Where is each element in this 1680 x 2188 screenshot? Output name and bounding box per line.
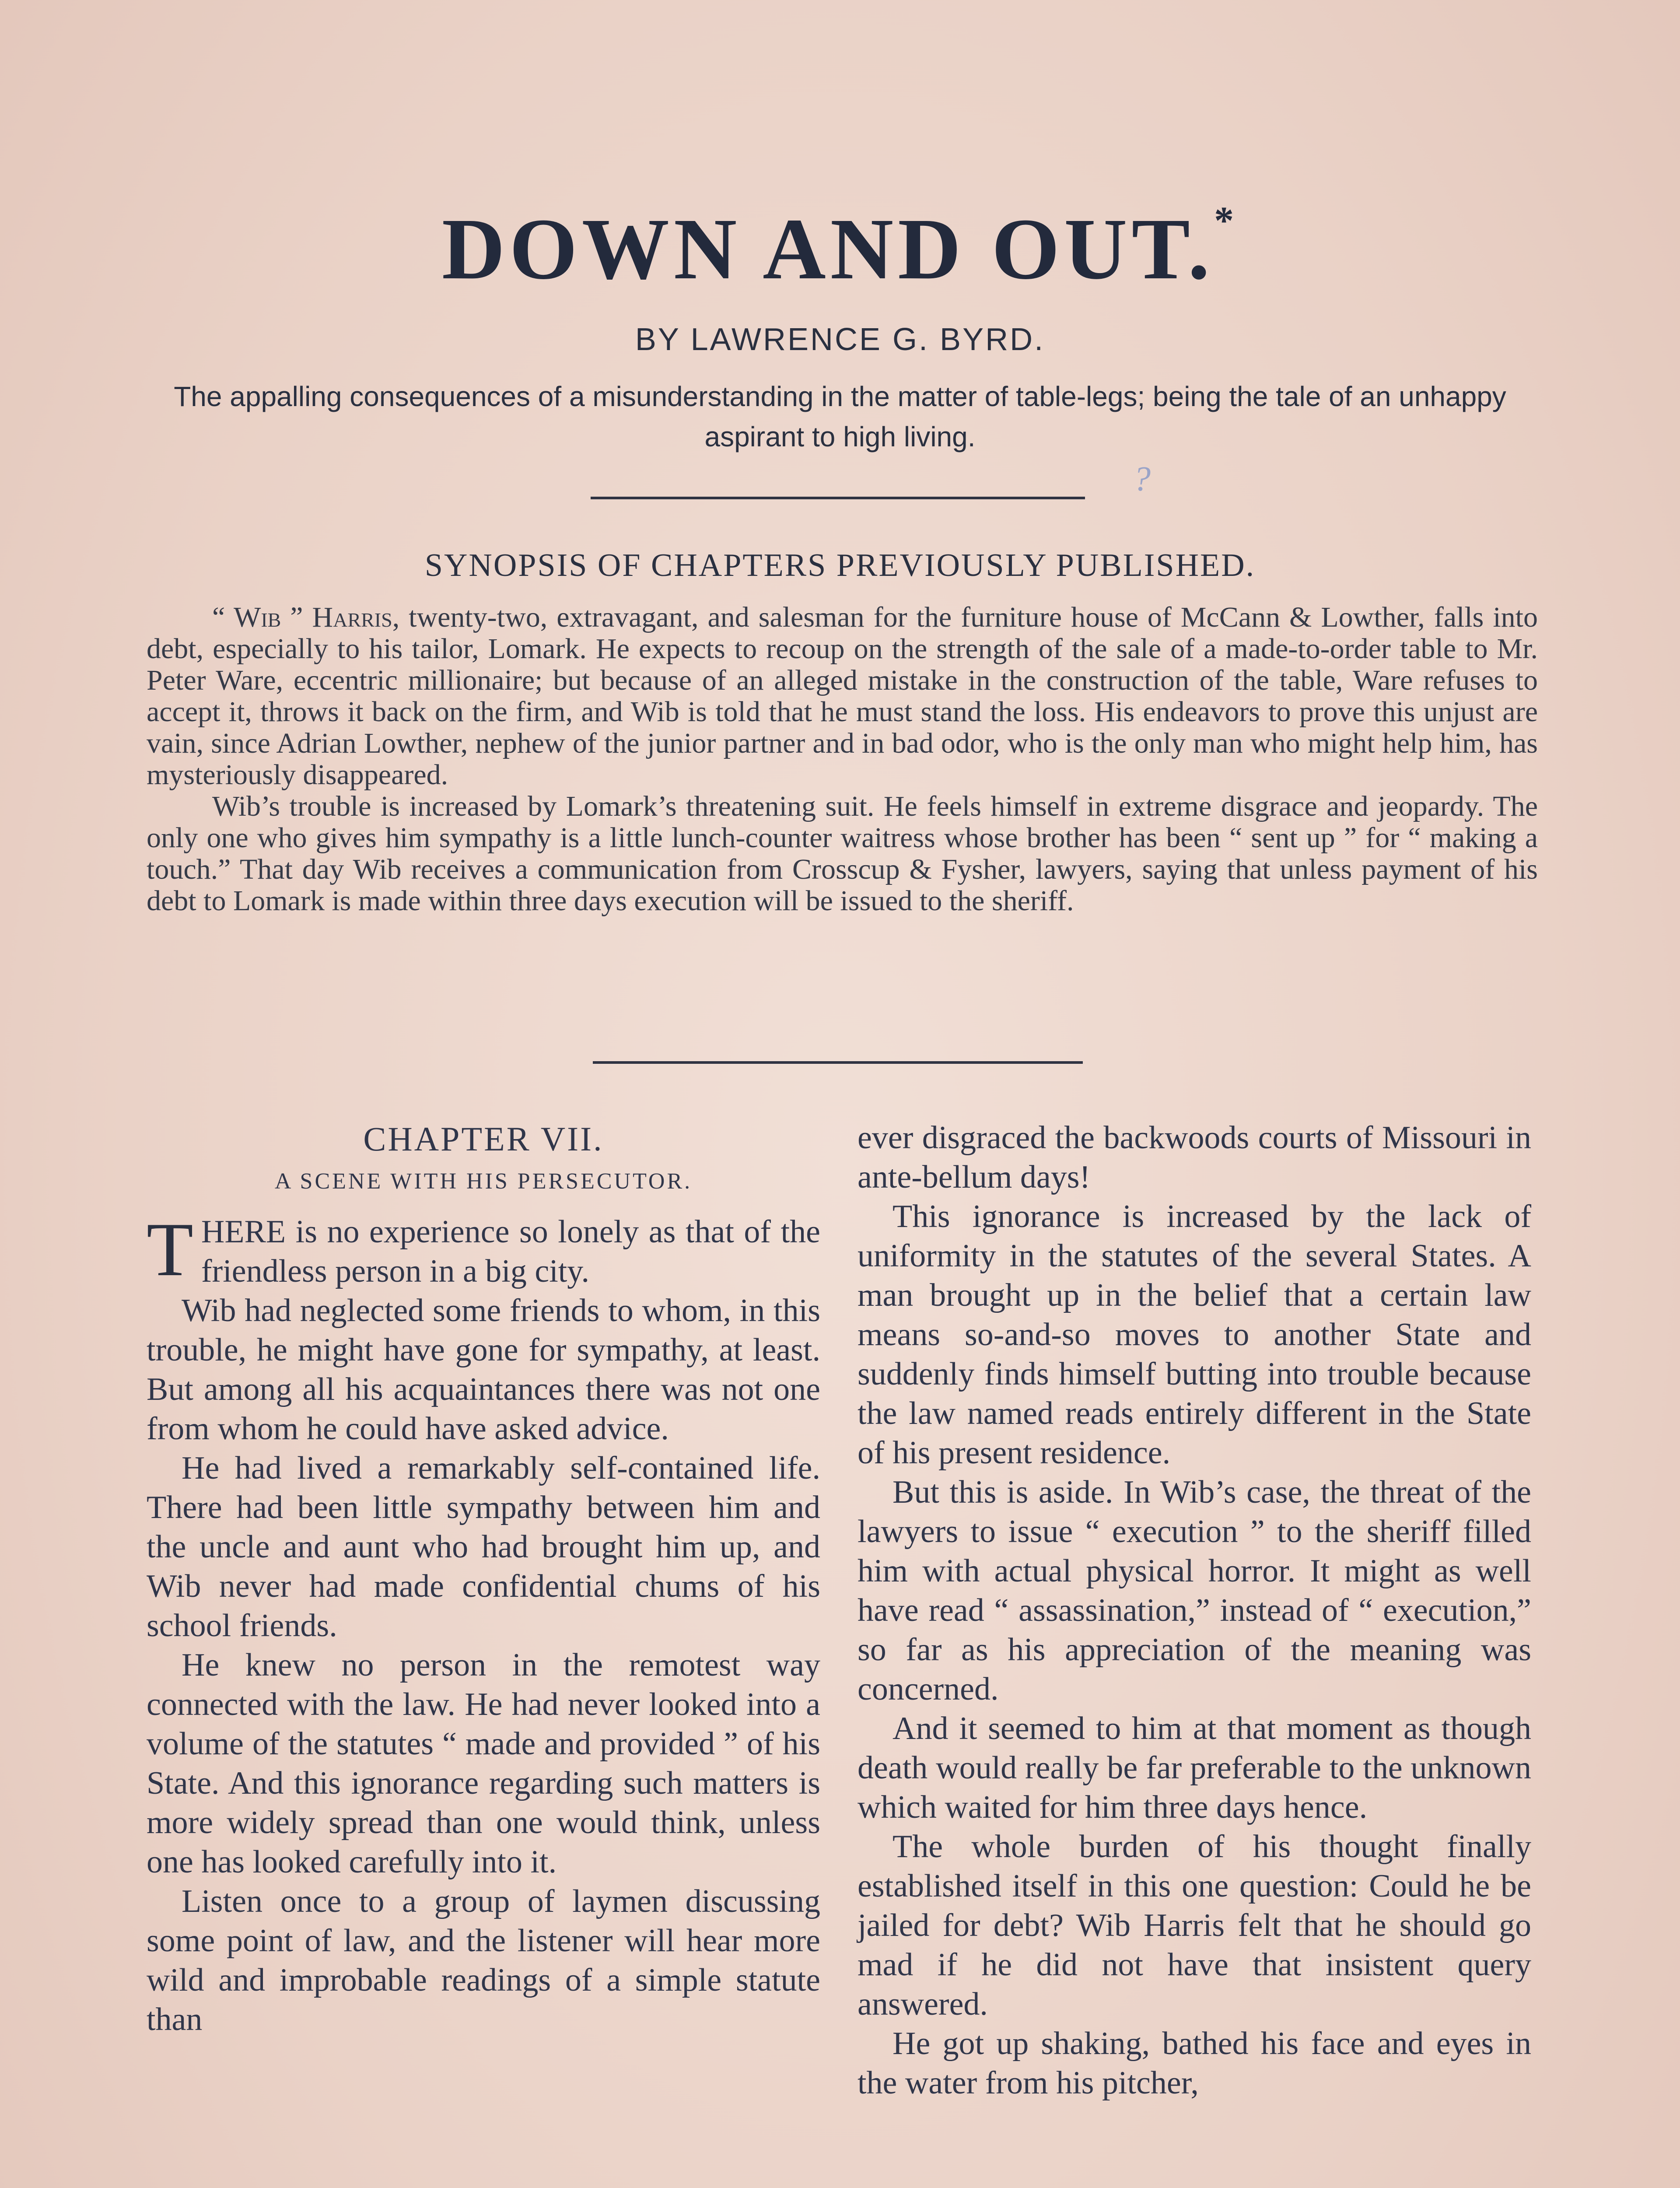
synopsis-paragraph: [147, 602, 1538, 791]
body-paragraph: And it seemed to him at that moment as though death would really be far preferable to the unknown which waited for him three days hence.: [858, 1711, 1531, 1825]
body-paragraph-text: HERE is no experience so lonely as that of the friendless person in a big city.: [201, 1214, 820, 1289]
synopsis-text: [147, 602, 1538, 917]
body-paragraph: [147, 1207, 820, 1292]
body-paragraph: Wib had neglected some friends to whom, in this trouble, he might have gone for sympathy, at least. But among all his acquaintances there was not one from whom he could have asked advice.: [147, 1293, 820, 1447]
body-paragraph: ever disgraced the backwoods courts of Missouri in ante-bellum days!: [858, 1120, 1531, 1195]
body-paragraph: But this is aside. In Wib’s case, the threat of the lawyers to issue “ execution ” to the sheriff filled him with actual physical horror. It might as well have read “ assassination,” instead of “ execution,” so far as his appreciation of the meaning was concerned.: [858, 1474, 1531, 1707]
body-paragraph: He got up shaking, bathed his face and eyes in the water from his pitcher,: [858, 2026, 1531, 2101]
divider-rule: [591, 497, 1085, 499]
body-paragraph: The whole burden of his thought finally established itself in this one question: Could he be jailed for debt? Wib Harris felt that he should go mad if he did not have that insistent query answered.: [858, 1829, 1531, 2022]
story-title: [0, 199, 1680, 298]
text-column-right: [858, 1118, 1531, 2103]
title-footnote-mark: *: [1214, 199, 1239, 242]
divider-rule: [593, 1061, 1083, 1064]
synopsis-heading: SYNOPSIS OF CHAPTERS PREVIOUSLY PUBLISHED.: [424, 547, 1256, 583]
synopsis-lead-name: “ Wib ” Harris,: [212, 601, 400, 633]
body-paragraph: He knew no person in the remotest way connected with the law. He had never looked into a volume of the statutes “ made and provided ” of his State. And this ignorance regarding such matters is more widely spread than one would think, unless one has looked carefully into it.: [147, 1647, 820, 1880]
text-column-left: [147, 1118, 820, 2039]
story-title-text: DOWN AND OUT.: [441, 201, 1214, 298]
synopsis-paragraph-text: twenty-two, extravagant, and salesman for the furniture house of McCann & Lowther, falls into debt, especially to his tailor, Lomark. He expects to recoup on the strength of the sale of a made-to-order table to Mr. Peter Ware, eccentric millionaire; but because of an alleged mistake in the construction of the table, Ware refuses to accept it, throws it back on the firm, and Wib is told that he must stand the loss. His endeavors to prove this unjust are vain, since Adrian Lowther, nephew of the junior partner and in bad odor, who is the only man who might help him, has mysteriously disappeared.: [147, 601, 1538, 791]
pencil-mark: ?: [1133, 460, 1151, 498]
drop-cap: T: [147, 1207, 193, 1292]
synopsis-paragraph: Wib’s trouble is increased by Lomark’s threatening suit. He feels himself in extreme disgrace and jeopardy. The only one who gives him sympathy is a little lunch-counter waitress whose brother has been “ sent up ” for “ making a touch.” That day Wib receives a communication from Crosscup & Fysher, lawyers, saying that unless payment of his debt to Lomark is made within three days execution will be issued to the sheriff.: [147, 790, 1538, 917]
chapter-heading: CHAPTER VII.: [363, 1120, 604, 1158]
body-paragraph: Listen once to a group of laymen discussing some point of law, and the listener will hear more wild and improbable readings of a simple statute than: [147, 1883, 820, 2037]
story-subtitle: The appalling consequences of a misunderstanding in the matter of table-legs; being the tale of an unhappy aspirant to high living.: [174, 381, 1506, 452]
byline: BY LAWRENCE G. BYRD.: [635, 322, 1045, 357]
body-paragraph: He had lived a remarkably self-contained life. There had been little sympathy between him and the uncle and aunt who had brought him up, and Wib never had made confidential chums of his school friends.: [147, 1450, 820, 1644]
body-paragraph: This ignorance is increased by the lack of uniformity in the statutes of the several States. A man brought up in the belief that a certain law means so-and-so moves to another State and suddenly finds himself butting into trouble because the law named reads entirely different in the State of his present residence.: [858, 1199, 1531, 1471]
chapter-subheading: A SCENE WITH HIS PERSECUTOR.: [274, 1169, 693, 1194]
